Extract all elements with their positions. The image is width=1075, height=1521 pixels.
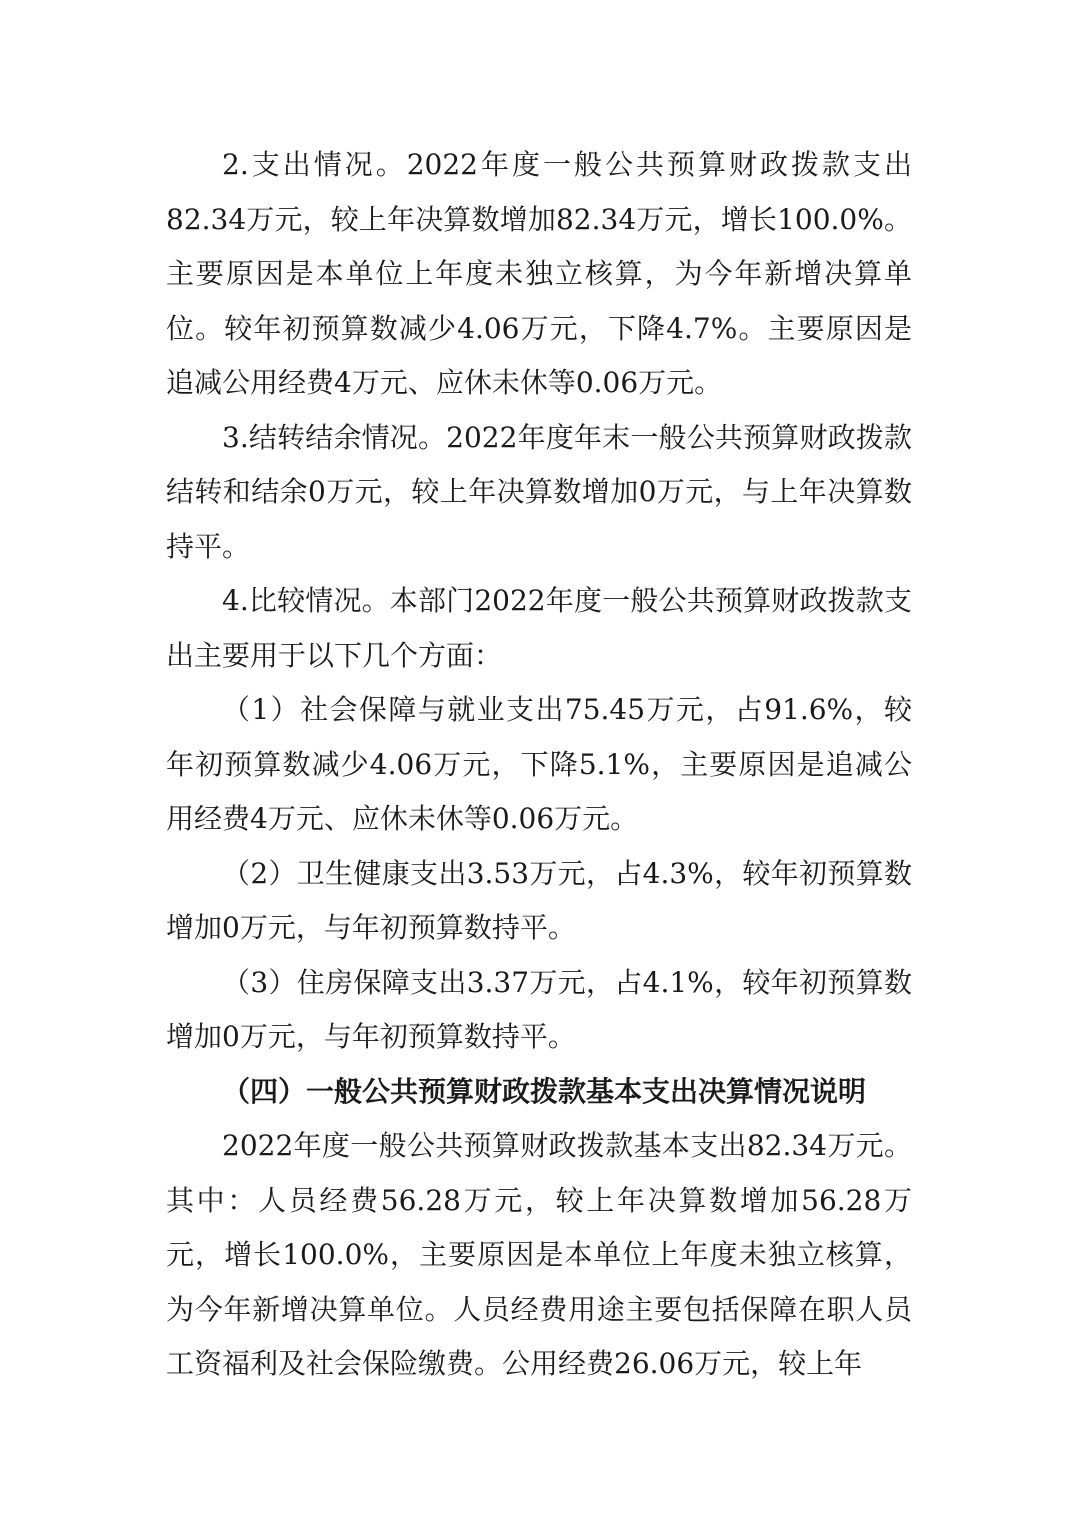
paragraph-item-social-security: （1）社会保障与就业支出75.45万元，占91.6%，较年初预算数减少4.06万元，下降5.1%，主要原因是追减公用经费4万元、应休未休等0.06万元。 [166, 693, 912, 835]
document-body [166, 138, 912, 1392]
paragraph-carryover: 3.结转结余情况。2022年度年末一般公共预算财政拨款结转和结余0万元，较上年决算数增加0万元，与上年决算数持平。 [166, 420, 912, 563]
paragraph-item-housing: （3）住房保障支出3.37万元，占4.1%，较年初预算数增加0万元，与年初预算数持平。 [166, 965, 912, 1053]
section-heading-basic-expenditure: （四）一般公共预算财政拨款基本支出决算情况说明 [222, 1074, 867, 1108]
paragraph-basic-expenditure: 2022年度一般公共预算财政拨款基本支出82.34万元。其中：人员经费56.28万元，较上年决算数增加56.28万元，增长100.0%，主要原因是本单位上年度未独立核算，为今年新增决算单位。人员经费用途主要包括保障在职人员工资福利及社会保险缴费。公用经费26.06万元，较上年 [166, 1129, 912, 1380]
paragraph-item-health: （2）卫生健康支出3.53万元，占4.3%，较年初预算数增加0万元，与年初预算数持平。 [166, 856, 912, 944]
paragraph-expenditure: 2.支出情况。2022年度一般公共预算财政拨款支出82.34万元，较上年决算数增加82.34万元，增长100.0%。主要原因是本单位上年度未独立核算，为今年新增决算单位。较年初预算数减少4.06万元，下降4.7%。主要原因是追减公用经费4万元、应休未休等0.06万元。 [166, 148, 912, 399]
paragraph-comparison: 4.比较情况。本部门2022年度一般公共预算财政拨款支出主要用于以下几个方面： [166, 584, 912, 672]
